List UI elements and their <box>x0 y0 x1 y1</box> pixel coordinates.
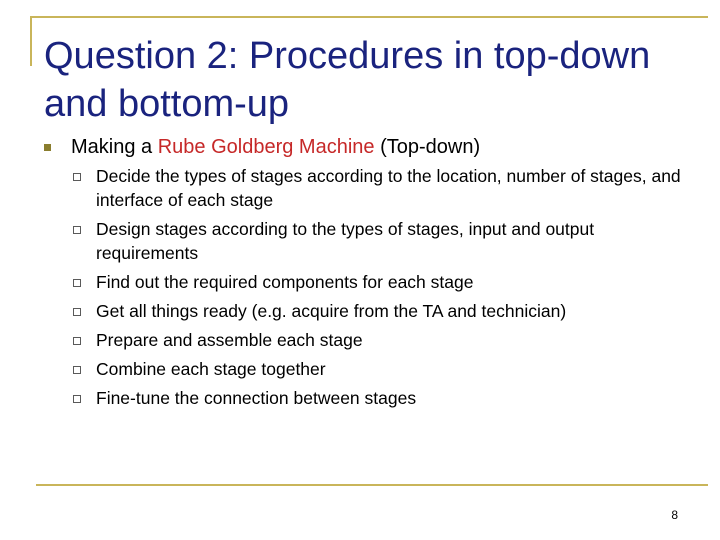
sub-bullet-item <box>73 217 693 265</box>
checkbox-bullet-icon <box>73 395 81 403</box>
sub-bullet-item <box>73 386 693 410</box>
slide-title: Question 2: Procedures in top-down and bottom-up <box>44 35 651 125</box>
sub-bullet-item <box>73 299 693 323</box>
checkbox-bullet-icon <box>73 226 81 234</box>
sub-bullet-text: Fine-tune the connection between stages <box>96 388 417 408</box>
sub-bullet-list <box>73 164 693 415</box>
main-bullet-suffix: (Top-down) <box>374 136 481 158</box>
left-rule <box>30 16 32 66</box>
bottom-rule <box>36 484 708 486</box>
sub-bullet-text: Decide the types of stages according to the location, number of stages, and interface of each stage <box>96 166 681 210</box>
main-bullet-highlight: Rube Goldberg Machine <box>157 136 375 158</box>
checkbox-bullet-icon <box>73 279 81 287</box>
sub-bullet-item <box>73 328 693 352</box>
checkbox-bullet-icon <box>73 173 81 181</box>
sub-bullet-item <box>73 270 693 294</box>
sub-bullet-item <box>73 357 693 381</box>
square-bullet-icon <box>44 144 51 151</box>
checkbox-bullet-icon <box>73 337 81 345</box>
page-number: 8 <box>671 508 678 522</box>
sub-bullet-text: Find out the required components for each stage <box>96 272 474 292</box>
sub-bullet-text: Get all things ready (e.g. acquire from the TA and technician) <box>96 301 567 321</box>
sub-bullet-text: Prepare and assemble each stage <box>96 330 363 350</box>
sub-bullet-text: Design stages according to the types of stages, input and output requirements <box>96 219 595 263</box>
main-bullet-text <box>71 134 480 160</box>
checkbox-bullet-icon <box>73 366 81 374</box>
checkbox-bullet-icon <box>73 308 81 316</box>
top-rule <box>30 16 708 18</box>
sub-bullet-text: Combine each stage together <box>96 359 326 379</box>
sub-bullet-item <box>73 164 693 212</box>
main-bullet-prefix: Making a <box>71 136 158 158</box>
